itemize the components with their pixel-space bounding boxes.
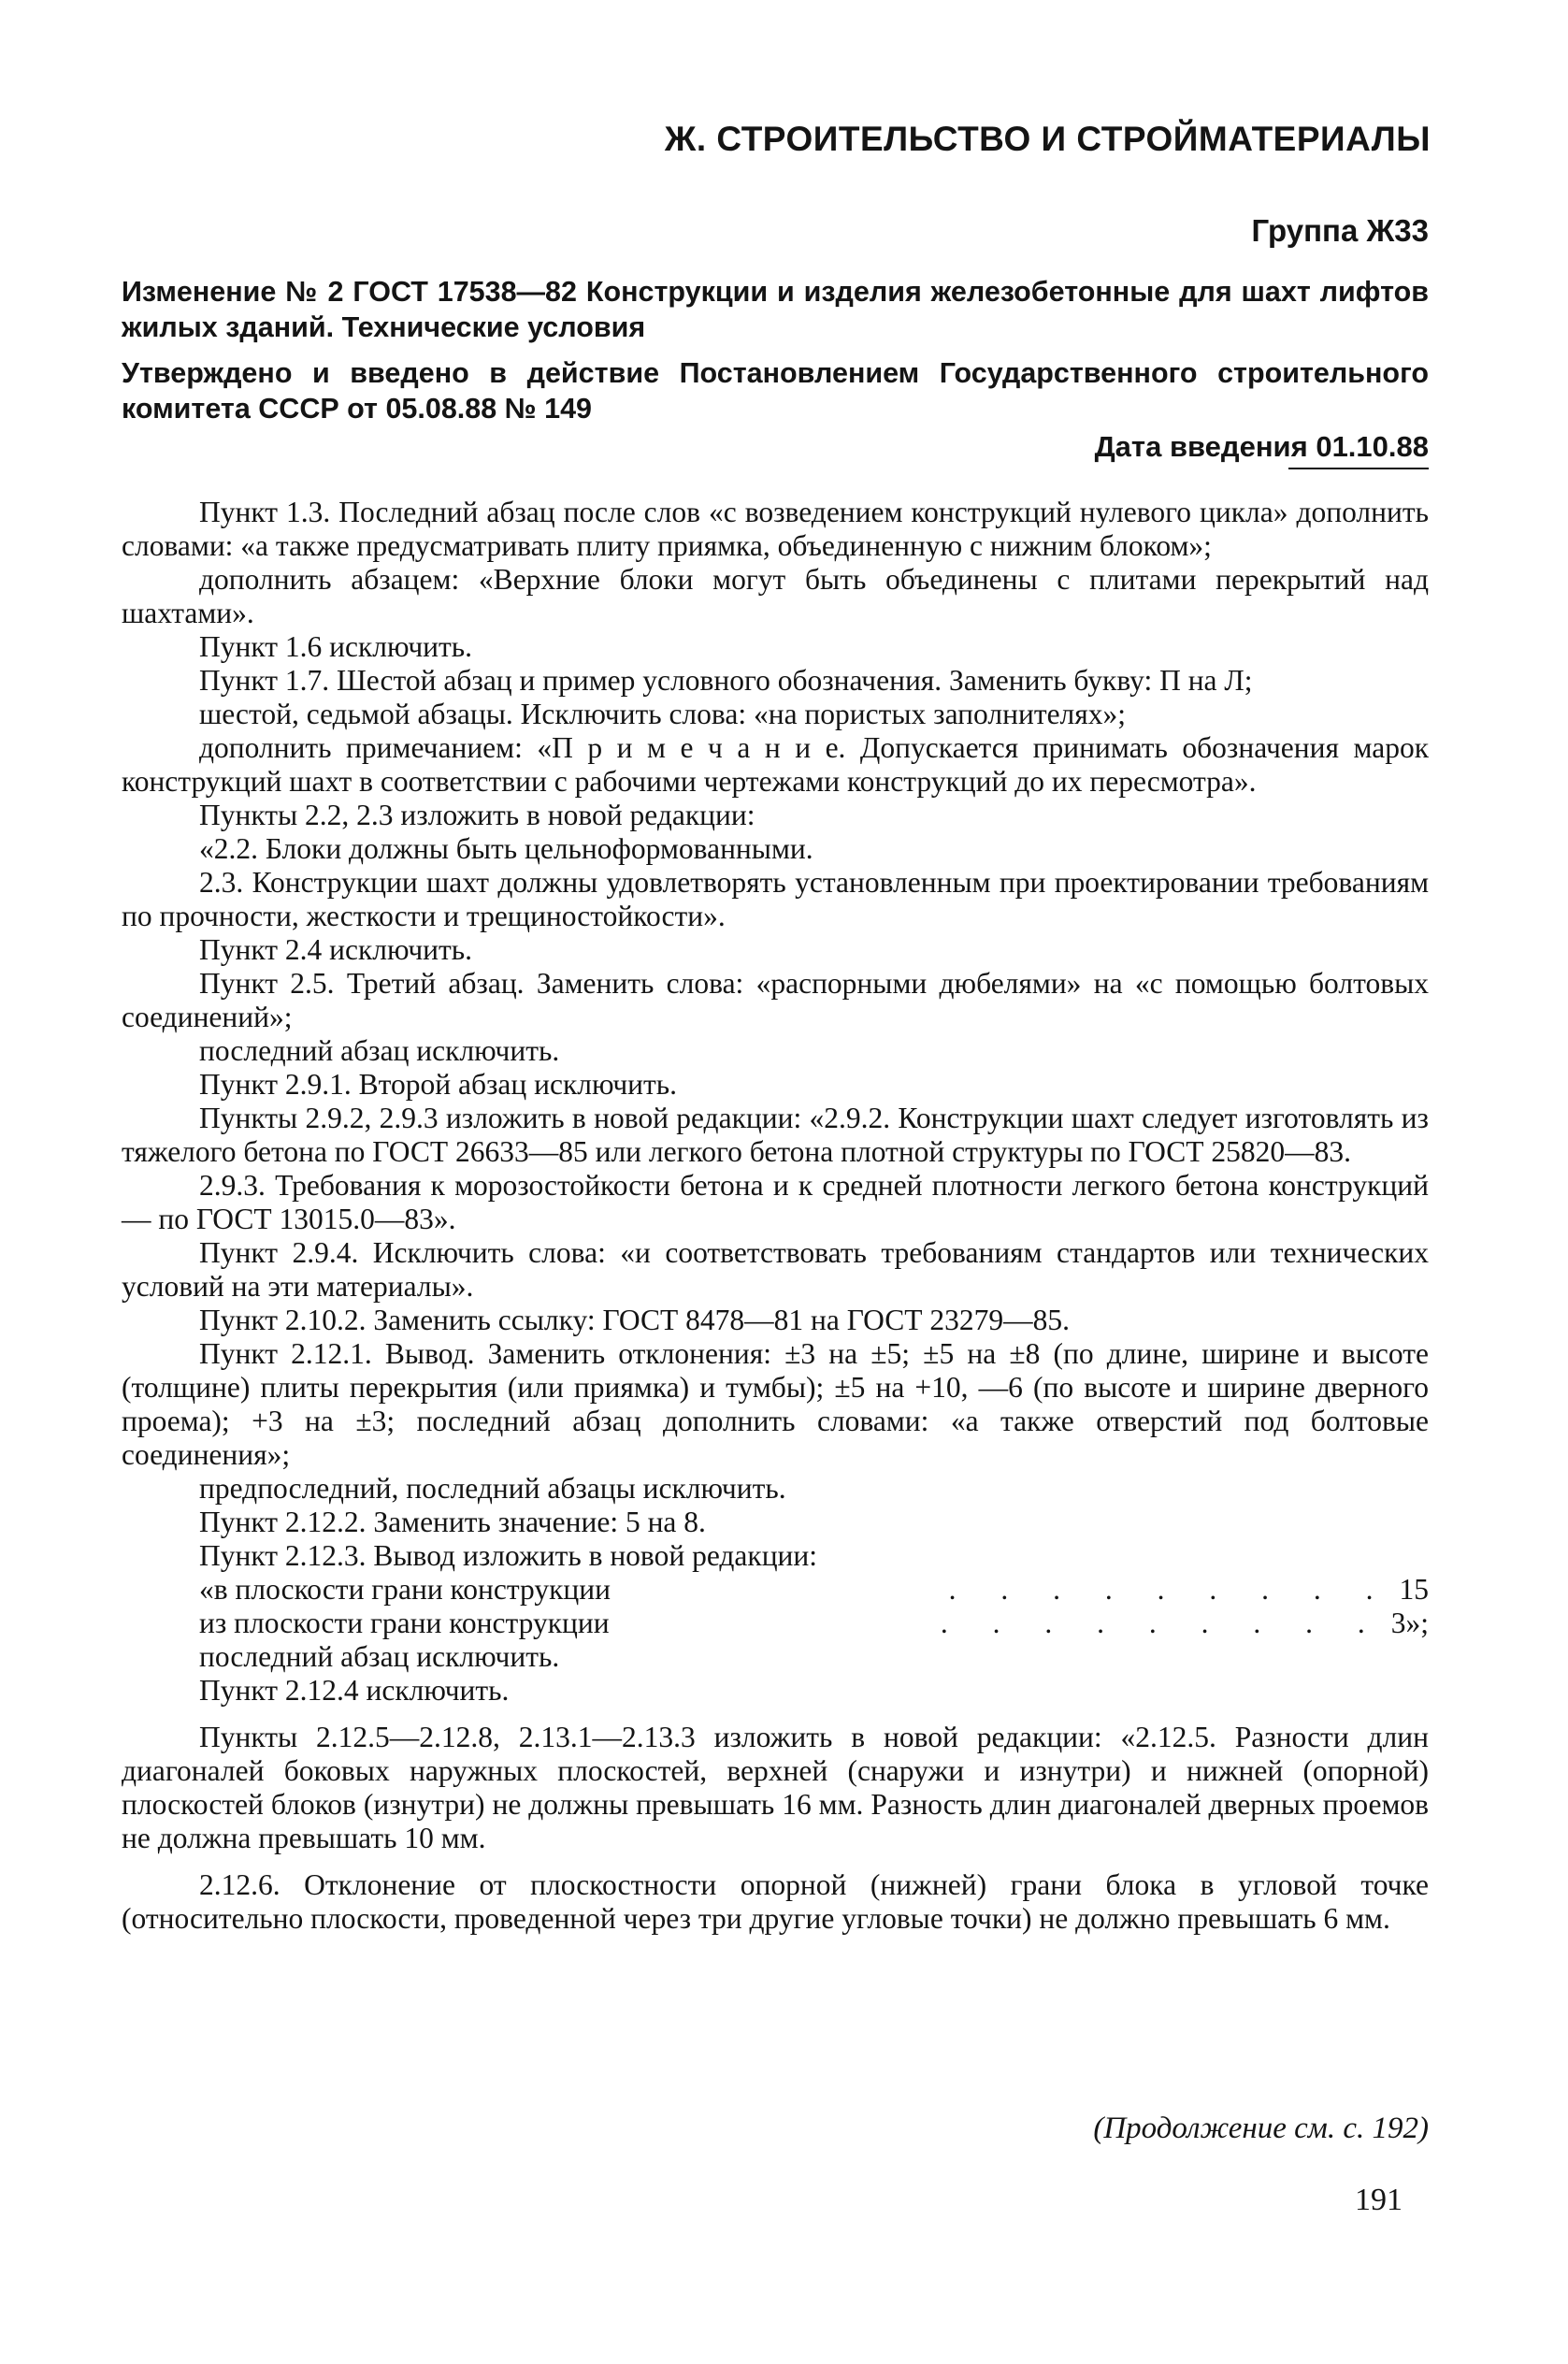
paragraph: последний абзац исключить. — [199, 1034, 560, 1067]
group-label: Группа Ж33 — [1251, 213, 1429, 248]
section-title: Ж. СТРОИТЕЛЬСТВО И СТРОЙМАТЕРИАЛЫ — [664, 120, 1431, 158]
continuation-note: (Продолжение см. с. 192) — [1093, 2112, 1429, 2145]
paragraph: Пункт 1.6 исключить. — [199, 630, 473, 663]
paragraph: Пункт 1.3. Последний абзац после слов «с возведением конструкций нулевого цикла» дополнить словами: «а также предусматривать плиту приямка, объединенную с нижним блоком»; — [122, 496, 1429, 562]
tolerance-row — [122, 1607, 1429, 1640]
page-number: 191 — [1355, 2183, 1403, 2217]
paragraph: дополнить примечанием: «П р и м е ч а н и е. Допускается принимать обозначения марок конструкций шахт в соответствии с рабочими чертежами конструкций до их пересмотра». — [122, 731, 1429, 798]
amendment-body — [122, 496, 1429, 1936]
paragraph: шестой, седьмой абзацы. Исключить слова: «на пористых заполнителях»; — [199, 698, 1127, 730]
tolerance-label: «в плоскости грани конструкции — [199, 1573, 611, 1606]
tolerance-value: 3»; — [1390, 1607, 1429, 1639]
paragraph: Пункт 2.12.4 исключить. — [199, 1674, 510, 1707]
paragraph: последний абзац исключить. — [199, 1640, 560, 1673]
paragraph: Пункт 2.12.1. Вывод. Заменить отклонения: ±3 на ±5; ±5 на ±8 (по длине, ширине и высоте (толщине) плиты перекрытия (или приямка) и тумбы); ±5 на +10, —6 (по высоте и ширине дверного проема); +3 на ±3; последний абзац дополнить словами: «а также отверстий под болтовые соединения»; — [122, 1337, 1429, 1471]
paragraph: Пункт 1.7. Шестой абзац и пример условного обозначения. Заменить букву: П на Л; — [199, 664, 1253, 697]
paragraph: 2.9.3. Требования к морозостойкости бетона и к средней плотности легкого бетона конструкций — по ГОСТ 13015.0—83». — [122, 1169, 1429, 1235]
introduction-date — [122, 430, 1429, 464]
paragraph: Пункт 2.12.3. Вывод изложить в новой редакции: — [199, 1539, 818, 1572]
paragraph: Пункт 2.9.4. Исключить слова: «и соответствовать требованиям стандартов или технических условий на эти материалы». — [122, 1236, 1429, 1303]
introduction-date-label: Дата введения — [1094, 430, 1308, 463]
tolerance-label: из плоскости грани конструкции — [199, 1607, 610, 1639]
paragraph: предпоследний, последний абзацы исключить. — [199, 1472, 786, 1505]
introduction-date-value: 01.10.88 — [1316, 430, 1429, 463]
paragraph: Пункт 2.4 исключить. — [199, 933, 473, 966]
approval-statement: Утверждено и введено в действие Постановлением Государственного строительного комитета СССР от 05.08.88 № 149 — [122, 357, 1429, 425]
tolerance-value: 15 — [1399, 1573, 1429, 1606]
tolerance-row — [122, 1573, 1429, 1607]
paragraph: Пункты 2.12.5—2.12.8, 2.13.1—2.13.3 изложить в новой редакции: «2.12.5. Разности длин диагоналей боковых наружных плоскостей, верхней (снаружи и изнутри) и нижней (опорной) плоскостей блоков (изнутри) не должны превышать 16 мм. Разность длин диагоналей дверных проемов не должна превышать 10 мм. — [122, 1721, 1429, 1854]
paragraph: «2.2. Блоки должны быть цельноформованными. — [199, 832, 813, 865]
paragraph: Пункты 2.2, 2.3 изложить в новой редакции: — [199, 799, 755, 831]
leader-dots: . . . . . . . . . — [940, 1607, 1384, 1639]
paragraph: Пункт 2.5. Третий абзац. Заменить слова: «распорными дюбелями» на «с помощью болтовых соединений»; — [122, 967, 1429, 1033]
introduction-date-underline — [1288, 468, 1429, 469]
amendment-title: Изменение № 2 ГОСТ 17538—82 Конструкции и изделия железобетонные для шахт лифтов жилых зданий. Технические условия — [122, 276, 1429, 343]
paragraph: дополнить абзацем: «Верхние блоки могут быть объединены с плитами перекрытий над шахтами». — [122, 563, 1429, 629]
paragraph: 2.12.6. Отклонение от плоскостности опорной (нижней) грани блока в угловой точке (относительно плоскости, проведенной через три другие угловые точки) не должно превышать 6 мм. — [122, 1868, 1429, 1935]
paragraph: Пункт 2.12.2. Заменить значение: 5 на 8. — [199, 1506, 706, 1538]
leader-dots: . . . . . . . . . — [948, 1573, 1392, 1606]
paragraph: Пункт 2.10.2. Заменить ссылку: ГОСТ 8478—81 на ГОСТ 23279—85. — [199, 1304, 1071, 1336]
paragraph: Пункты 2.9.2, 2.9.3 изложить в новой редакции: «2.9.2. Конструкции шахт следует изготовлять из тяжелого бетона по ГОСТ 26633—85 или легкого бетона плотной структуры по ГОСТ 25820—83. — [122, 1102, 1429, 1168]
paragraph: Пункт 2.9.1. Второй абзац исключить. — [199, 1068, 678, 1101]
paragraph: 2.3. Конструкции шахт должны удовлетворять установленным при проектировании требованиям по прочности, жесткости и трещиностойкости». — [122, 866, 1429, 932]
